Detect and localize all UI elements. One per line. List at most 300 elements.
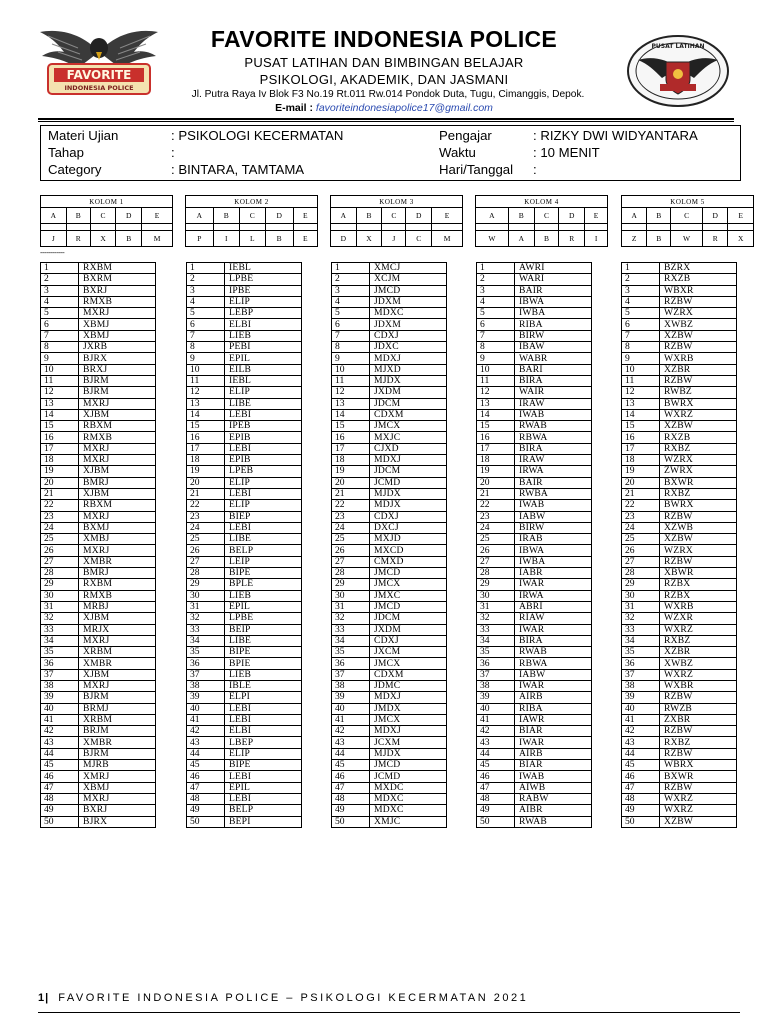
email-link[interactable]: favoriteindonesiapolice17@gmail.com xyxy=(315,102,493,114)
kolom-key-value: W xyxy=(476,231,509,247)
page-number: 1 xyxy=(38,992,45,1004)
kolom-key-letter: B xyxy=(508,208,534,224)
question-number: 45 xyxy=(622,760,660,771)
question-row xyxy=(477,477,592,488)
question-number: 48 xyxy=(187,793,225,804)
question-row xyxy=(41,285,156,296)
question-row xyxy=(477,635,592,646)
question-row xyxy=(41,342,156,353)
question-code: LIEB xyxy=(225,669,302,680)
question-code: BIRA xyxy=(515,375,592,386)
question-number: 41 xyxy=(187,714,225,725)
question-number: 21 xyxy=(477,488,515,499)
question-code: MDJX xyxy=(370,500,447,511)
question-row xyxy=(477,568,592,579)
question-row xyxy=(477,296,592,307)
question-code: IRWA xyxy=(515,590,592,601)
question-code: BXRM xyxy=(79,274,156,285)
question-row xyxy=(622,647,737,658)
question-code: XMBJ xyxy=(79,534,156,545)
question-code: JXDM xyxy=(370,387,447,398)
question-number: 3 xyxy=(332,285,370,296)
question-number: 1 xyxy=(477,263,515,274)
question-number: 1 xyxy=(41,263,79,274)
question-table-kolom-5 xyxy=(621,262,737,828)
question-code: JXDM xyxy=(370,624,447,635)
question-code: LEBI xyxy=(225,714,302,725)
question-number: 22 xyxy=(187,500,225,511)
question-row xyxy=(622,364,737,375)
question-number: 41 xyxy=(41,714,79,725)
question-number: 29 xyxy=(187,579,225,590)
question-number: 22 xyxy=(41,500,79,511)
question-number: 38 xyxy=(332,680,370,691)
question-row xyxy=(332,432,447,443)
question-row xyxy=(187,556,302,567)
question-number: 17 xyxy=(622,443,660,454)
question-number: 6 xyxy=(622,319,660,330)
question-number: 49 xyxy=(622,805,660,816)
question-code: RWAB xyxy=(515,647,592,658)
question-number: 32 xyxy=(332,613,370,624)
question-number: 48 xyxy=(332,793,370,804)
question-code: MXJD xyxy=(370,534,447,545)
question-number: 44 xyxy=(332,748,370,759)
question-row xyxy=(332,534,447,545)
question-number: 42 xyxy=(332,726,370,737)
question-code: EPIL xyxy=(225,601,302,612)
question-code: ELIP xyxy=(225,296,302,307)
question-code: BRJM xyxy=(79,726,156,737)
question-row xyxy=(477,760,592,771)
question-code: JMCX xyxy=(370,421,447,432)
question-row xyxy=(41,805,156,816)
question-number: 20 xyxy=(332,477,370,488)
question-row xyxy=(332,816,447,827)
question-code: RXBM xyxy=(79,579,156,590)
kolom-key-gap xyxy=(265,224,293,231)
question-number: 10 xyxy=(477,364,515,375)
question-row xyxy=(41,545,156,556)
question-code: EPIL xyxy=(225,353,302,364)
question-code: XRBM xyxy=(79,647,156,658)
question-number: 48 xyxy=(41,793,79,804)
question-code: MJDX xyxy=(370,748,447,759)
question-row xyxy=(477,714,592,725)
question-row xyxy=(187,353,302,364)
kolom-key-title: KOLOM 2 xyxy=(186,196,318,208)
question-number: 14 xyxy=(332,409,370,420)
kolom-key-gap xyxy=(41,224,67,231)
question-number: 46 xyxy=(187,771,225,782)
kolom-key-gap xyxy=(66,224,90,231)
question-number: 38 xyxy=(41,680,79,691)
question-code: XJBM xyxy=(79,488,156,499)
question-row xyxy=(477,500,592,511)
question-row xyxy=(332,793,447,804)
question-code: ELBI xyxy=(225,726,302,737)
kolom-key-gap xyxy=(508,224,534,231)
question-row xyxy=(332,590,447,601)
question-number: 44 xyxy=(187,748,225,759)
question-code: IWAR xyxy=(515,579,592,590)
waktu-value: : 10 MENIT xyxy=(533,145,600,160)
question-number: 35 xyxy=(477,647,515,658)
question-number: 47 xyxy=(41,782,79,793)
question-number: 34 xyxy=(332,635,370,646)
question-number: 10 xyxy=(622,364,660,375)
question-code: RZBW xyxy=(660,375,737,386)
question-code: LEBI xyxy=(225,793,302,804)
question-number: 41 xyxy=(622,714,660,725)
question-code: WZRX xyxy=(660,455,737,466)
kolom-key-value: B xyxy=(116,231,142,247)
question-number: 26 xyxy=(187,545,225,556)
question-number: 27 xyxy=(622,556,660,567)
question-code: RZBW xyxy=(660,692,737,703)
question-number: 39 xyxy=(332,692,370,703)
question-row xyxy=(41,534,156,545)
question-code: RXBZ xyxy=(660,443,737,454)
question-number: 10 xyxy=(332,364,370,375)
question-row xyxy=(477,308,592,319)
question-row xyxy=(622,703,737,714)
kolom-key-letter: E xyxy=(432,208,463,224)
question-row xyxy=(187,466,302,477)
question-row xyxy=(622,319,737,330)
question-code: LEBI xyxy=(225,771,302,782)
question-row xyxy=(332,579,447,590)
question-row xyxy=(332,568,447,579)
kolom-key-letter: B xyxy=(213,208,239,224)
question-row xyxy=(187,443,302,454)
question-code: RBXM xyxy=(79,500,156,511)
question-number: 35 xyxy=(622,647,660,658)
question-code: MXRJ xyxy=(79,455,156,466)
question-code: XCJM xyxy=(370,274,447,285)
question-code: XMBR xyxy=(79,737,156,748)
question-row xyxy=(622,748,737,759)
question-code: JMCX xyxy=(370,579,447,590)
question-number: 6 xyxy=(477,319,515,330)
question-number: 31 xyxy=(187,601,225,612)
question-number: 47 xyxy=(332,782,370,793)
question-number: 43 xyxy=(622,737,660,748)
question-number: 9 xyxy=(187,353,225,364)
question-number: 23 xyxy=(332,511,370,522)
question-code: CDXM xyxy=(370,409,447,420)
question-number: 40 xyxy=(477,703,515,714)
question-code: WXRZ xyxy=(660,409,737,420)
question-code: IBWA xyxy=(515,545,592,556)
question-number: 8 xyxy=(187,342,225,353)
question-code: RWAB xyxy=(515,816,592,827)
question-number: 43 xyxy=(187,737,225,748)
question-code: JMDX xyxy=(370,703,447,714)
question-row xyxy=(187,432,302,443)
question-row xyxy=(41,793,156,804)
kolom-key-value: B xyxy=(534,231,558,247)
question-number: 38 xyxy=(477,680,515,691)
kolom-key-gap xyxy=(406,224,432,231)
question-number: 4 xyxy=(187,296,225,307)
question-code: LIBE xyxy=(225,534,302,545)
question-number: 15 xyxy=(187,421,225,432)
question-row xyxy=(41,432,156,443)
question-row xyxy=(41,263,156,274)
question-number: 46 xyxy=(477,771,515,782)
question-number: 2 xyxy=(187,274,225,285)
question-row xyxy=(477,816,592,827)
question-row xyxy=(622,466,737,477)
question-number: 40 xyxy=(187,703,225,714)
question-code: WZRX xyxy=(660,308,737,319)
question-row xyxy=(41,364,156,375)
question-number: 18 xyxy=(187,455,225,466)
question-number: 16 xyxy=(332,432,370,443)
question-code: MXRJ xyxy=(79,680,156,691)
question-row xyxy=(622,353,737,364)
question-row xyxy=(622,816,737,827)
question-number: 29 xyxy=(41,579,79,590)
question-row xyxy=(187,658,302,669)
question-code: LEBI xyxy=(225,409,302,420)
pengajar-label: Pengajar xyxy=(439,128,492,143)
question-row xyxy=(41,522,156,533)
question-row xyxy=(477,556,592,567)
kolom-key-letter: C xyxy=(382,208,406,224)
kolom-key-value: R xyxy=(703,231,728,247)
question-number: 34 xyxy=(187,635,225,646)
question-number: 26 xyxy=(477,545,515,556)
question-code: XRBM xyxy=(79,714,156,725)
question-code: XJBM xyxy=(79,669,156,680)
question-row xyxy=(332,330,447,341)
question-number: 48 xyxy=(622,793,660,804)
kolom-key-gap xyxy=(116,224,142,231)
question-code: WXRZ xyxy=(660,624,737,635)
kolom-key-table-3 xyxy=(330,195,463,247)
question-code: ABRI xyxy=(515,601,592,612)
question-code: JCMD xyxy=(370,771,447,782)
question-code: RXBM xyxy=(79,263,156,274)
question-number: 50 xyxy=(332,816,370,827)
question-code: JMCX xyxy=(370,714,447,725)
question-code: XMBR xyxy=(79,556,156,567)
question-code: WAIR xyxy=(515,387,592,398)
question-code: RZBW xyxy=(660,296,737,307)
question-number: 24 xyxy=(187,522,225,533)
question-row xyxy=(332,658,447,669)
question-row xyxy=(187,477,302,488)
question-row xyxy=(41,669,156,680)
question-number: 43 xyxy=(332,737,370,748)
question-number: 48 xyxy=(477,793,515,804)
question-code: XBWR xyxy=(660,568,737,579)
category-value: : BINTARA, TAMTAMA xyxy=(171,162,305,177)
kolom-key-value: A xyxy=(508,231,534,247)
question-row xyxy=(477,658,592,669)
question-code: MJDX xyxy=(370,488,447,499)
question-number: 26 xyxy=(332,545,370,556)
kolom-key-value: M xyxy=(142,231,173,247)
kolom-key-value: B xyxy=(265,231,293,247)
question-code: BIRA xyxy=(515,635,592,646)
question-number: 19 xyxy=(622,466,660,477)
question-number: 27 xyxy=(187,556,225,567)
question-code: BXWR xyxy=(660,477,737,488)
question-code: XJBM xyxy=(79,409,156,420)
question-row xyxy=(622,771,737,782)
kolom-key-title: KOLOM 5 xyxy=(622,196,754,208)
question-row xyxy=(477,274,592,285)
question-number: 42 xyxy=(477,726,515,737)
question-number: 23 xyxy=(622,511,660,522)
question-number: 40 xyxy=(332,703,370,714)
question-code: MDXJ xyxy=(370,353,447,364)
kolom-key-letter: C xyxy=(534,208,558,224)
question-row xyxy=(187,601,302,612)
question-number: 30 xyxy=(477,590,515,601)
question-number: 5 xyxy=(477,308,515,319)
question-code: BXRJ xyxy=(79,805,156,816)
question-code: ELBI xyxy=(225,319,302,330)
question-row xyxy=(622,635,737,646)
question-row xyxy=(41,466,156,477)
question-number: 40 xyxy=(41,703,79,714)
question-row xyxy=(477,488,592,499)
logo-favorite-left xyxy=(38,22,160,104)
question-number: 3 xyxy=(622,285,660,296)
question-code: JMCX xyxy=(370,658,447,669)
question-code: LIBE xyxy=(225,398,302,409)
question-row xyxy=(41,274,156,285)
question-number: 1 xyxy=(187,263,225,274)
question-code: BIAR xyxy=(515,726,592,737)
question-row xyxy=(622,793,737,804)
question-number: 7 xyxy=(622,330,660,341)
question-row xyxy=(187,421,302,432)
question-code: RIAW xyxy=(515,613,592,624)
question-row xyxy=(332,771,447,782)
question-row xyxy=(187,635,302,646)
question-number: 32 xyxy=(41,613,79,624)
kolom-key-letter: E xyxy=(585,208,608,224)
question-row xyxy=(187,375,302,386)
question-code: ELIP xyxy=(225,748,302,759)
question-number: 28 xyxy=(477,568,515,579)
question-number: 6 xyxy=(41,319,79,330)
question-code: ZWRX xyxy=(660,466,737,477)
question-code: JXCM xyxy=(370,647,447,658)
question-code: AIBR xyxy=(515,805,592,816)
question-code: LIEB xyxy=(225,590,302,601)
question-number: 17 xyxy=(41,443,79,454)
question-number: 30 xyxy=(187,590,225,601)
question-number: 39 xyxy=(41,692,79,703)
question-row xyxy=(187,669,302,680)
question-number: 31 xyxy=(477,601,515,612)
question-row xyxy=(187,590,302,601)
question-number: 27 xyxy=(41,556,79,567)
question-number: 23 xyxy=(187,511,225,522)
question-row xyxy=(332,760,447,771)
question-row xyxy=(41,579,156,590)
logo-left-text: FAVORITE xyxy=(66,68,132,82)
question-row xyxy=(187,737,302,748)
question-row xyxy=(622,285,737,296)
question-code: EPIB xyxy=(225,455,302,466)
question-number: 19 xyxy=(41,466,79,477)
question-row xyxy=(187,805,302,816)
question-number: 21 xyxy=(41,488,79,499)
kolom-key-letter: E xyxy=(293,208,317,224)
question-number: 28 xyxy=(622,568,660,579)
question-number: 44 xyxy=(622,748,660,759)
question-code: BJRX xyxy=(79,353,156,364)
question-code: WZXR xyxy=(660,613,737,624)
question-number: 40 xyxy=(622,703,660,714)
question-row xyxy=(477,805,592,816)
kolom-key-gap xyxy=(293,224,317,231)
question-row xyxy=(41,714,156,725)
kolom-key-gap xyxy=(585,224,608,231)
question-number: 36 xyxy=(332,658,370,669)
kolom-key-gap xyxy=(622,224,647,231)
question-code: CDXJ xyxy=(370,511,447,522)
question-number: 4 xyxy=(41,296,79,307)
question-code: BJRM xyxy=(79,387,156,398)
question-code: BAIR xyxy=(515,477,592,488)
question-number: 13 xyxy=(477,398,515,409)
question-row xyxy=(477,782,592,793)
kolom-key-gap xyxy=(559,224,585,231)
question-code: BEIP xyxy=(225,624,302,635)
kolom-key-letter: D xyxy=(406,208,432,224)
question-code: WXRB xyxy=(660,601,737,612)
question-number: 7 xyxy=(187,330,225,341)
question-number: 11 xyxy=(187,375,225,386)
question-row xyxy=(622,805,737,816)
question-row xyxy=(477,409,592,420)
question-row xyxy=(332,353,447,364)
question-number: 4 xyxy=(477,296,515,307)
question-number: 25 xyxy=(622,534,660,545)
question-number: 9 xyxy=(622,353,660,364)
kolom-key-letter: B xyxy=(647,208,671,224)
question-code: IEBL xyxy=(225,263,302,274)
question-code: BIEP xyxy=(225,511,302,522)
question-number: 18 xyxy=(41,455,79,466)
question-code: BRMJ xyxy=(79,703,156,714)
question-number: 37 xyxy=(477,669,515,680)
question-row xyxy=(187,500,302,511)
question-number: 24 xyxy=(477,522,515,533)
question-number: 35 xyxy=(332,647,370,658)
question-code: IRAB xyxy=(515,534,592,545)
question-row xyxy=(187,522,302,533)
question-number: 2 xyxy=(477,274,515,285)
question-code: LEBI xyxy=(225,488,302,499)
question-code: XZBW xyxy=(660,534,737,545)
question-row xyxy=(332,364,447,375)
header-rule-thick xyxy=(38,118,734,120)
kolom-key-value: C xyxy=(406,231,432,247)
kolom-key-gap xyxy=(382,224,406,231)
question-row xyxy=(622,658,737,669)
question-row xyxy=(41,488,156,499)
question-code: IABW xyxy=(515,511,592,522)
